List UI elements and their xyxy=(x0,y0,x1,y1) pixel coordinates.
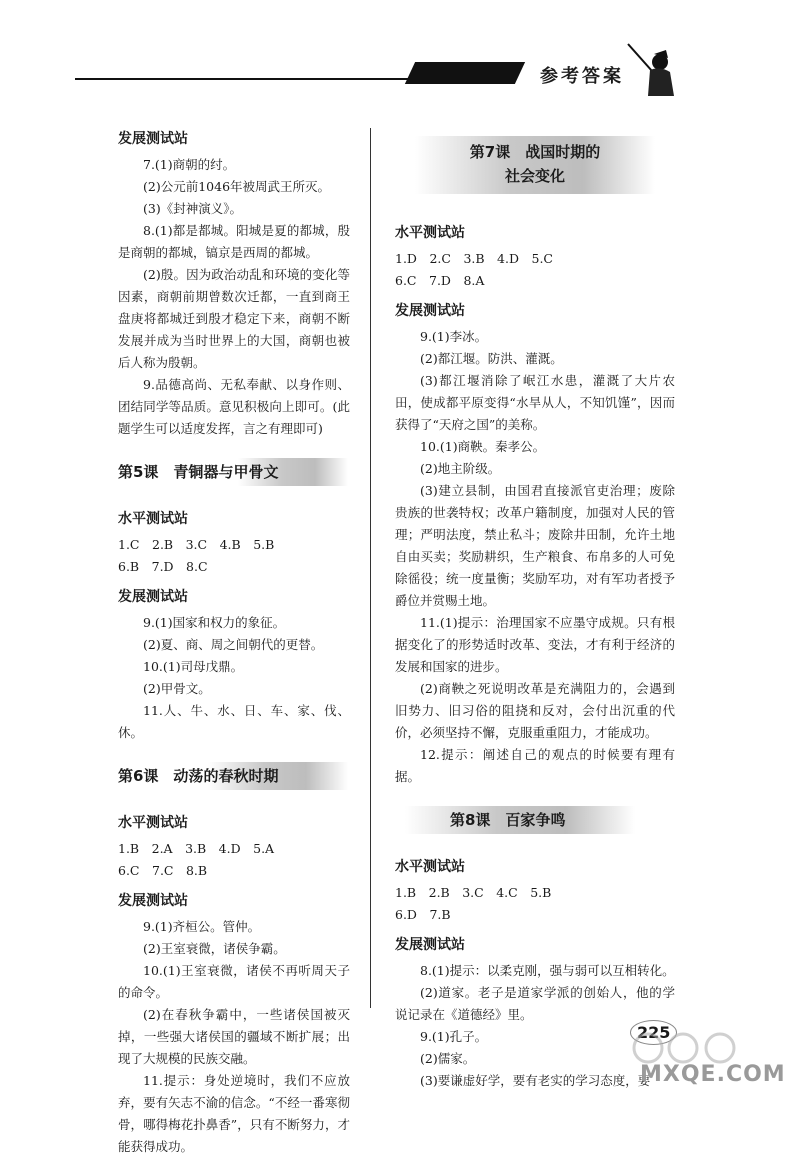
answer-line: (2)夏、商、周之间朝代的更替。 xyxy=(143,637,324,652)
answer-line: 6.B 7.D 8.C xyxy=(118,559,208,574)
answer-paragraph: 9.品德高尚、无私奉献、以身作则、团结同学等品质。意见积极向上即可。(此题学生可以适度发挥，言之有理即可) xyxy=(118,377,350,436)
answer-line: 1.B 2.A 3.B 4.D 5.A xyxy=(118,841,275,856)
answer-line: (2)王室衰微，诸侯争霸。 xyxy=(143,941,286,956)
answer-line: (2)甲骨文。 xyxy=(143,681,211,696)
section-heading: 发展测试站 xyxy=(118,893,188,909)
page-header xyxy=(0,0,750,110)
answer-paragraph: (3)建立县制，由国君直接派官吏治理；废除贵族的世袭特权；改革户籍制度，加强对人民的管理；严明法度，禁止私斗；废除井田制，允许土地自由买卖；奖励耕织，生产粮食、布帛多的人可免除徭役；统一度量衡；奖励军功，对有军功者授予爵位并赏赐土地。 xyxy=(395,483,675,608)
answer-line: 9.(1)李冰。 xyxy=(420,329,488,344)
lesson-heading xyxy=(395,134,675,204)
answer-line: (3)《封神演义》。 xyxy=(143,201,242,216)
lesson-heading xyxy=(118,454,350,490)
lesson-title: 第8课 百家争鸣 xyxy=(450,811,566,829)
answer-line: 6.D 7.B xyxy=(395,907,451,922)
right-column xyxy=(395,120,675,1092)
answer-paragraph: 12.提示：阐述自己的观点的时候要有理有据。 xyxy=(395,747,675,784)
answer-paragraph: (2)在春秋争霸中，一些诸侯国被灭掉，一些强大诸侯国的疆域不断扩展；出现了大规模的民族交融。 xyxy=(118,1007,350,1066)
answer-line: 6.C 7.C 8.B xyxy=(118,863,208,878)
section-heading: 水平测试站 xyxy=(395,859,465,875)
scholar-icon xyxy=(620,40,680,100)
answer-paragraph: 11.(1)提示：治理国家不应墨守成规。只有根据变化了的形势适时改革、变法，才有利于经济的发展和国家的进步。 xyxy=(395,615,675,674)
section-heading: 发展测试站 xyxy=(118,131,188,147)
answer-line: 1.B 2.B 3.C 4.C 5.B xyxy=(395,885,552,900)
section-heading: 发展测试站 xyxy=(395,303,465,319)
answer-line: (2)都江堰。防洪、灌溉。 xyxy=(420,351,563,366)
answer-paragraph: 8.(1)提示：以柔克刚，强与弱可以互相转化。 xyxy=(420,963,675,978)
header-black-bar xyxy=(405,62,525,84)
lesson-title: 第5课 青铜器与甲骨文 xyxy=(118,463,279,481)
section-heading: 水平测试站 xyxy=(395,225,465,241)
answer-paragraph: 8.(1)都是都城。阳城是夏的都城，殷是商朝的都城，镐京是西周的都城。 xyxy=(118,223,350,260)
answer-paragraph: (2)商鞅之死说明改革是充满阻力的，会遇到旧势力、旧习俗的阻挠和反对，会付出沉重的代价，必须坚持不懈，克服重重阻力，才能成功。 xyxy=(395,681,675,740)
left-column xyxy=(118,120,350,1158)
answer-paragraph: (2)道家。老子是道家学派的创始人，他的学说记录在《道德经》里。 xyxy=(395,985,675,1022)
header-title: 参考答案 xyxy=(540,66,624,87)
answer-paragraph: (3)都江堰消除了岷江水患，灌溉了大片农田，使成都平原变得“水旱从人，不知饥馑”，因而获得了“天府之国”的美称。 xyxy=(395,373,675,432)
answer-line: 9.(1)国家和权力的象征。 xyxy=(143,615,286,630)
answer-line: 10.(1)商鞅。秦孝公。 xyxy=(420,439,546,454)
answer-line: 1.C 2.B 3.C 4.B 5.B xyxy=(118,537,275,552)
answer-line: 6.C 7.D 8.A xyxy=(395,273,485,288)
column-divider xyxy=(370,128,371,1008)
answer-paragraph: 10.(1)王室衰微，诸侯不再听周天子的命令。 xyxy=(118,963,350,1000)
answer-line: 11.人、牛、水、日、车、家、伐、休。 xyxy=(118,703,350,740)
answer-line: 7.(1)商朝的纣。 xyxy=(143,157,236,172)
watermark-text: MXQE.COM xyxy=(640,1062,786,1087)
lesson-title-line2: 社会变化 xyxy=(504,167,565,185)
lesson-title: 第7课 战国时期的 xyxy=(469,143,601,161)
lesson-heading xyxy=(395,802,675,838)
answer-line: 9.(1)齐桓公。管仲。 xyxy=(143,919,261,934)
page-number: 225 xyxy=(630,1020,677,1045)
answer-line: 9.(1)孔子。 xyxy=(420,1029,488,1044)
section-heading: 发展测试站 xyxy=(118,589,188,605)
answer-line: (2)儒家。 xyxy=(420,1051,476,1066)
section-heading: 水平测试站 xyxy=(118,511,188,527)
answer-line: (2)地主阶级。 xyxy=(420,461,501,476)
answer-line: 1.D 2.C 3.B 4.D 5.C xyxy=(395,251,553,266)
answer-paragraph: (2)殷。因为政治动乱和环境的变化等因素，商朝前期曾数次迁都，一直到商王盘庚将都城迁到殷才稳定下来，商朝不断发展并成为当时世界上的大国，商朝也被后人称为殷朝。 xyxy=(118,267,350,370)
section-heading: 水平测试站 xyxy=(118,815,188,831)
lesson-heading xyxy=(118,758,350,794)
lesson-title: 第6课 动荡的春秋时期 xyxy=(118,767,279,785)
answer-paragraph: 11.提示：身处逆境时，我们不应放弃，要有矢志不渝的信念。“不经一番寒彻骨，哪得梅花扑鼻香”，只有不断努力，才能获得成功。 xyxy=(118,1073,350,1154)
answer-line: (2)公元前1046年被周武王所灭。 xyxy=(143,179,331,194)
section-heading: 发展测试站 xyxy=(395,937,465,953)
answer-paragraph: (3)要谦虚好学，要有老实的学习态度，要 xyxy=(420,1073,651,1088)
answer-line: 10.(1)司母戊鼎。 xyxy=(143,659,244,674)
